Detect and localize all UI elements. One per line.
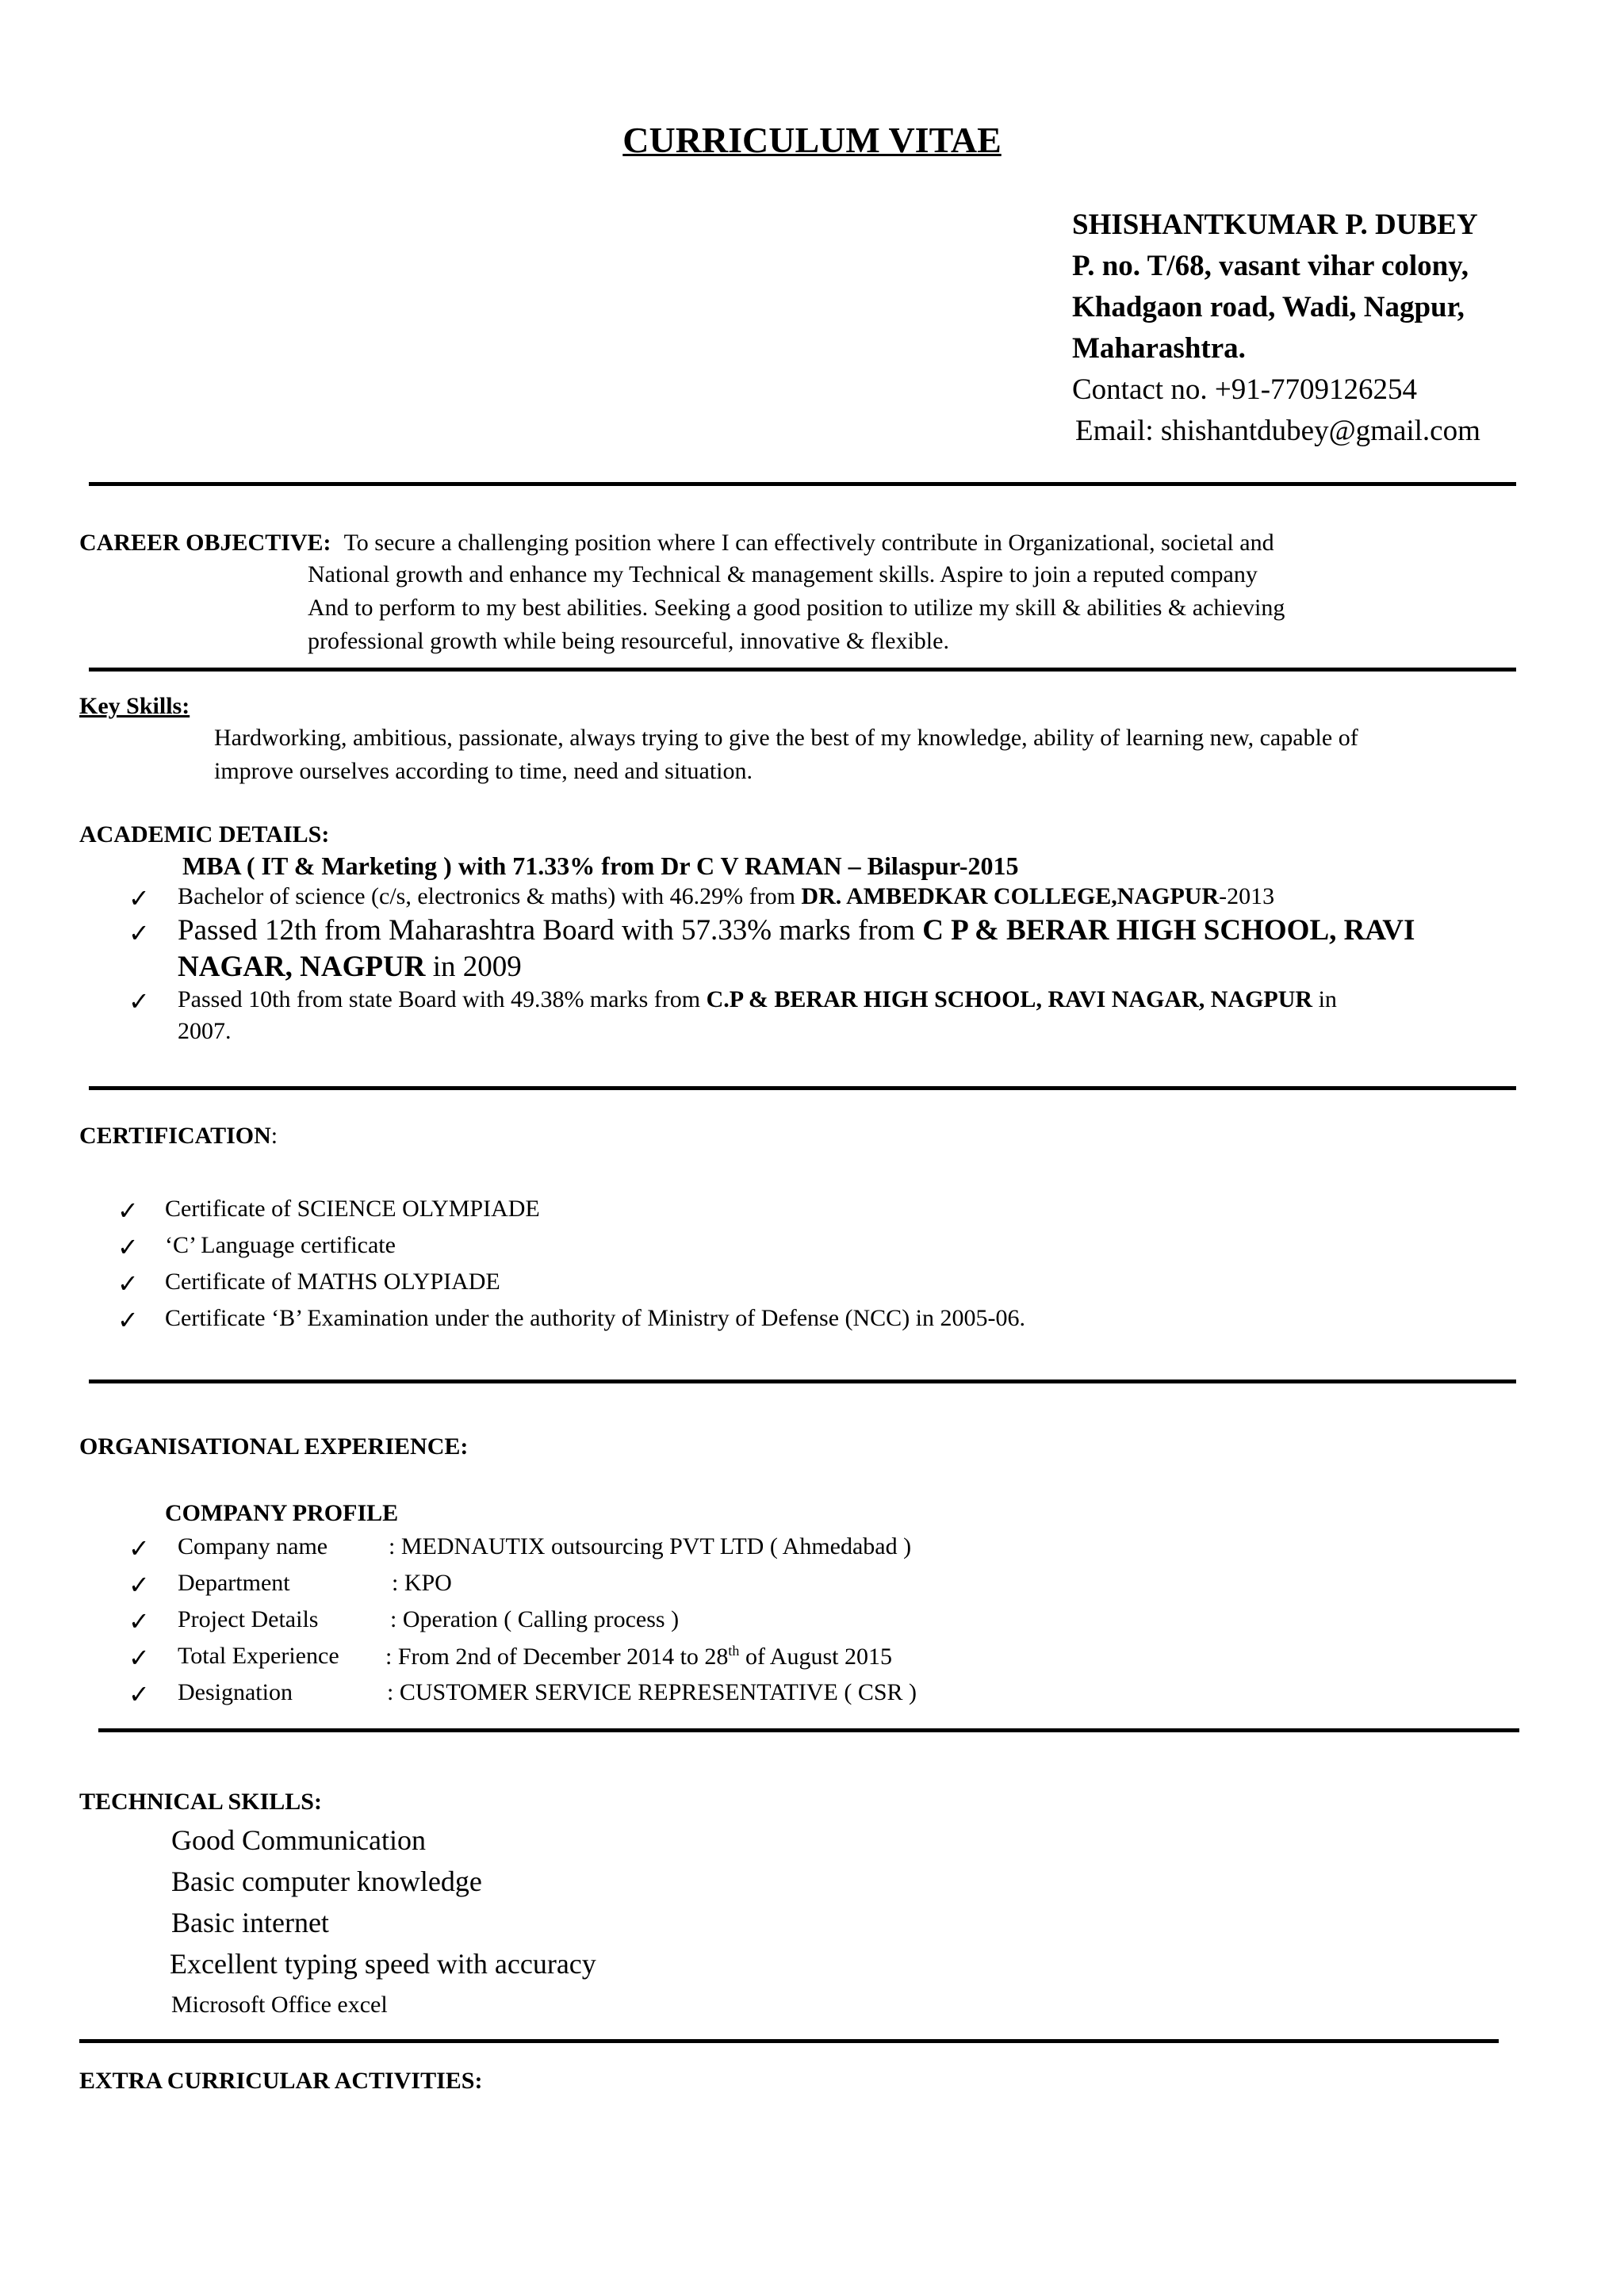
key-skills-label: Key Skills: — [79, 693, 190, 719]
academic-hsc-school: C P & BERAR HIGH SCHOOL, RAVI — [922, 914, 1415, 947]
career-objective-line-2: National growth and enhance my Technical & management skills. Aspire to join a reputed company — [308, 561, 1258, 587]
academic-ssc-text: Passed 10th from state Board with 49.38% marks from — [178, 986, 707, 1012]
experience-row-key: Total Experience — [178, 1643, 339, 1669]
check-icon: ✓ — [128, 1533, 150, 1563]
ordinal-suffix: th — [728, 1643, 740, 1659]
check-icon: ✓ — [128, 1606, 150, 1636]
technical-skill-item: Good Communication — [171, 1824, 426, 1856]
check-icon: ✓ — [128, 986, 150, 1016]
experience-row-value — [385, 1643, 892, 1670]
academic-hsc-year: in 2009 — [425, 951, 522, 983]
certification-item: Certificate of MATHS OLYPIADE — [165, 1269, 500, 1295]
check-icon: ✓ — [128, 883, 150, 913]
check-icon: ✓ — [117, 1196, 139, 1226]
experience-row-key: Company name — [178, 1533, 328, 1559]
experience-row-value: : Operation ( Calling process ) — [390, 1606, 680, 1632]
divider-rule — [98, 1728, 1519, 1732]
experience-row-key: Project Details — [178, 1606, 319, 1632]
academic-ssc-year: 2007. — [178, 1018, 232, 1044]
experience-label: ORGANISATIONAL EXPERIENCE: — [79, 1433, 469, 1460]
check-icon: ✓ — [128, 1643, 150, 1673]
certification-item: Certificate of SCIENCE OLYMPIADE — [165, 1196, 540, 1222]
check-icon: ✓ — [117, 1232, 139, 1262]
email-address: Email: shishantdubey@gmail.com — [1075, 415, 1480, 447]
academic-bsc-text: Bachelor of science (c/s, electronics & maths) with 46.29% from — [178, 883, 802, 909]
career-objective-line-4: professional growth while being resourceful, innovative & flexible. — [308, 628, 949, 654]
experience-duration-end: of August 2015 — [739, 1644, 892, 1670]
academic-hsc-cont — [178, 950, 522, 984]
academic-ssc-school: C.P & BERAR HIGH SCHOOL, RAVI NAGAR, NAGPUR — [706, 986, 1313, 1012]
experience-row-value: : MEDNAUTIX outsourcing PVT LTD ( Ahmedabad ) — [389, 1533, 912, 1559]
address-line-3: Maharashtra. — [1072, 332, 1246, 365]
page-title: CURRICULUM VITAE — [622, 120, 1002, 160]
academic-details-label: ACADEMIC DETAILS: — [79, 821, 330, 848]
divider-rule — [79, 2039, 1499, 2043]
experience-row-value: : CUSTOMER SERVICE REPRESENTATIVE ( CSR ) — [387, 1679, 917, 1705]
experience-row-value: : KPO — [392, 1570, 452, 1596]
check-icon: ✓ — [128, 918, 150, 948]
academic-hsc-text: Passed 12th from Maharashtra Board with 57.33% marks from — [178, 914, 923, 947]
certification-item: Certificate ‘B’ Examination under the authority of Ministry of Defense (NCC) in 2005-06. — [165, 1305, 1026, 1331]
experience-row-key: Designation — [178, 1679, 293, 1705]
divider-rule — [89, 482, 1516, 486]
check-icon: ✓ — [128, 1679, 150, 1709]
technical-skill-item: Basic computer knowledge — [171, 1866, 482, 1897]
address-line-2: Khadgaon road, Wadi, Nagpur, — [1072, 291, 1465, 323]
academic-bsc-college: DR. AMBEDKAR COLLEGE,NAGPUR — [801, 883, 1220, 909]
academic-bsc — [178, 883, 1274, 910]
certification-label: CERTIFICATION — [79, 1123, 271, 1149]
technical-skill-item: Basic internet — [171, 1907, 329, 1938]
technical-skill-item: Microsoft Office excel — [171, 1992, 388, 2018]
address-line-1: P. no. T/68, vasant vihar colony, — [1072, 250, 1469, 282]
divider-rule — [89, 1380, 1516, 1383]
experience-duration-start: : From 2nd of December 2014 to 28 — [385, 1644, 729, 1670]
certification-heading — [79, 1123, 278, 1150]
academic-mba: MBA ( IT & Marketing ) with 71.33% from Dr C V RAMAN – Bilaspur-2015 — [182, 851, 1019, 880]
check-icon: ✓ — [128, 1570, 150, 1600]
check-icon: ✓ — [117, 1305, 139, 1335]
company-profile-label: COMPANY PROFILE — [165, 1500, 399, 1526]
certification-item: ‘C’ Language certificate — [165, 1232, 396, 1258]
career-objective-line-1: To secure a challenging position where I can effectively contribute in Organizational, societal and — [343, 530, 1274, 556]
academic-bsc-year: -2013 — [1219, 883, 1275, 909]
technical-skills-label: TECHNICAL SKILLS: — [79, 1789, 322, 1815]
experience-row-key: Department — [178, 1570, 290, 1596]
career-objective-line-3: And to perform to my best abilities. Seeking a good position to utilize my skill & abilities & achieving — [308, 595, 1285, 621]
extra-curricular-label: EXTRA CURRICULAR ACTIVITIES: — [79, 2068, 483, 2094]
career-objective-block — [79, 530, 1274, 557]
applicant-name: SHISHANTKUMAR P. DUBEY — [1072, 209, 1478, 241]
key-skills-line-2: improve ourselves according to time, need and situation. — [214, 758, 753, 784]
career-objective-label: CAREER OBJECTIVE: — [79, 530, 331, 556]
certification-colon: : — [270, 1123, 278, 1149]
key-skills-line-1: Hardworking, ambitious, passionate, always trying to give the best of my knowledge, ability of learning new, capable of — [214, 725, 1358, 751]
academic-hsc — [178, 913, 1415, 947]
technical-skill-item: Excellent typing speed with accuracy — [170, 1948, 596, 1980]
check-icon: ✓ — [117, 1269, 139, 1299]
academic-ssc — [178, 986, 1337, 1013]
divider-rule — [89, 1086, 1516, 1090]
academic-ssc-in: in — [1312, 986, 1337, 1012]
contact-number: Contact no. +91-7709126254 — [1072, 373, 1418, 406]
academic-hsc-place: NAGAR, NAGPUR — [178, 951, 426, 983]
divider-rule — [89, 668, 1516, 672]
